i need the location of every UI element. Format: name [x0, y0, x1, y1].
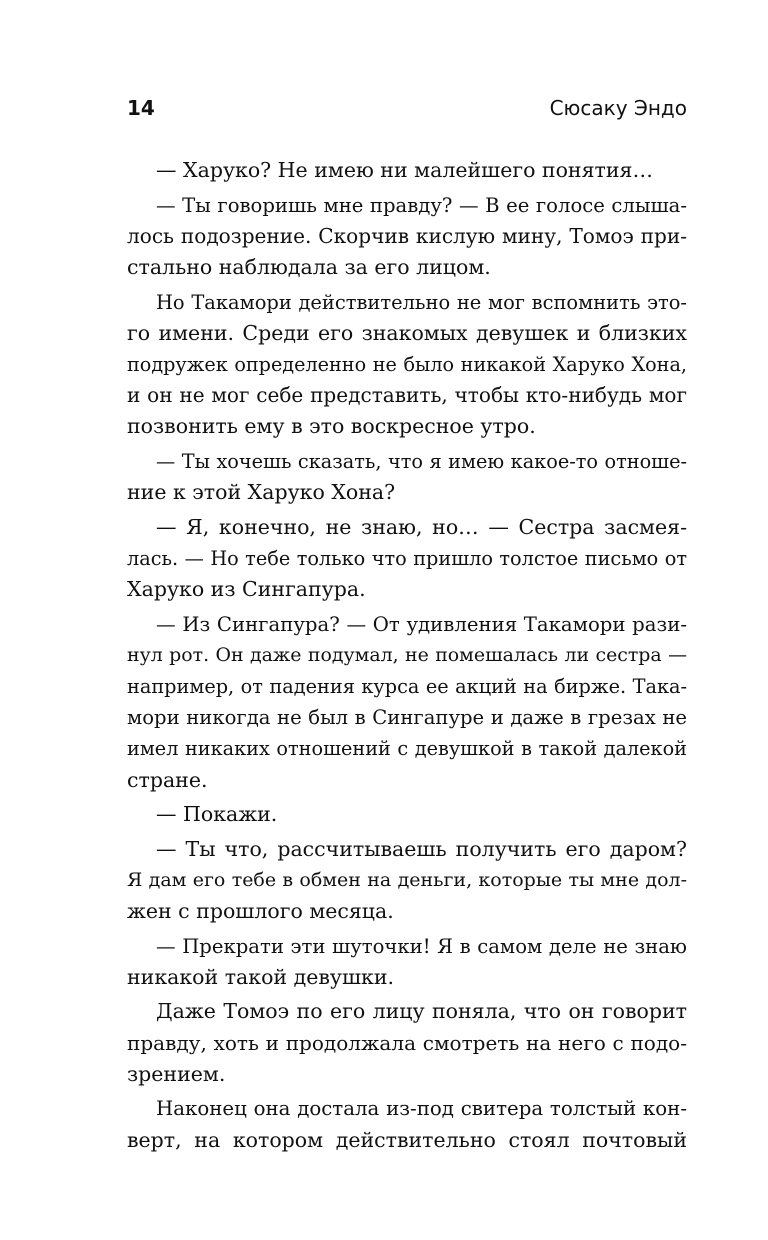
text-line: — Ты хочешь сказать, что я имею какое-то отноше-: [156, 449, 687, 473]
paragraph: [127, 446, 687, 508]
text-line: — Ты говоришь мне правду? — В ее голосе слыша-: [156, 193, 687, 217]
text-line: — Ты что, рассчитываешь получить его даром?: [156, 836, 687, 861]
page-number: 14: [127, 96, 155, 120]
text-line: Даже Томоэ по его лицу поняла, что он говорит: [156, 999, 687, 1024]
text-line: нул рот. Он даже подумал, не помешалась ли сестра —: [127, 643, 687, 666]
text-line: никакой такой девушки.: [127, 964, 395, 989]
text-line: стально наблюдала за его лицом.: [127, 254, 491, 279]
running-head-author: Сюсаку Эндо: [549, 96, 687, 120]
body-text: [127, 155, 687, 1159]
text-line: мори никогда не был в Сингапуре и даже в грезах не: [127, 706, 687, 730]
page-header: [127, 92, 687, 132]
paragraph: [127, 190, 687, 284]
text-line: стране.: [127, 767, 208, 792]
text-line: верт, на котором действительно стоял почтовый: [127, 1127, 687, 1152]
paragraph: [127, 799, 687, 830]
paragraph: [127, 1093, 687, 1155]
text-line: Харуко из Сингапура.: [127, 577, 366, 601]
paragraph: [127, 155, 687, 186]
text-line: жен с прошлого месяца.: [127, 899, 394, 924]
text-line: и он не мог себе представить, чтобы кто-нибудь мог: [127, 383, 687, 408]
text-line: — Из Сингапура? — От удивления Такамори рази-: [156, 612, 687, 636]
text-line: Наконец она достала из-под свитера толстый кон-: [156, 1097, 687, 1121]
text-line: го имени. Среди его знакомых девушек и близких: [127, 320, 687, 345]
text-line: — Покажи.: [156, 802, 278, 827]
text-line: например, от падения курса ее акций на бирже. Така-: [127, 674, 687, 698]
text-line: позвонить ему в это воскресное утро.: [127, 414, 536, 439]
text-line: — Прекрати эти шуточки! Я в самом деле не знаю: [156, 934, 687, 958]
paragraph: [127, 609, 687, 796]
text-line: зрением.: [127, 1061, 226, 1086]
text-line: правду, хоть и продолжала смотреть на него с подо-: [127, 1030, 687, 1055]
text-line: подружек определенно не было никакой Харуко Хона,: [127, 352, 687, 376]
text-line: Но Такамори действительно не мог вспомнить это-: [156, 290, 687, 314]
text-line: ние к этой Харуко Хона?: [127, 480, 396, 505]
paragraph: [127, 931, 687, 993]
paragraph: [127, 287, 687, 443]
text-line: Я дам его тебе в обмен на деньги, которые ты мне дол-: [127, 868, 687, 891]
paragraph: [127, 512, 687, 606]
text-line: — Я, конечно, не знаю, но… — Сестра засмея-: [156, 514, 687, 539]
paragraph: [127, 996, 687, 1090]
text-line: имел никаких отношений с девушкой в такой далекой: [127, 737, 687, 761]
text-line: лась. — Но тебе только что пришло толстое письмо от: [127, 546, 687, 570]
paragraph: [127, 834, 687, 928]
text-line: — Харуко? Не имею ни малейшего понятия…: [156, 158, 653, 182]
text-line: лось подозрение. Скорчив кислую мину, Томоэ при-: [127, 223, 687, 248]
